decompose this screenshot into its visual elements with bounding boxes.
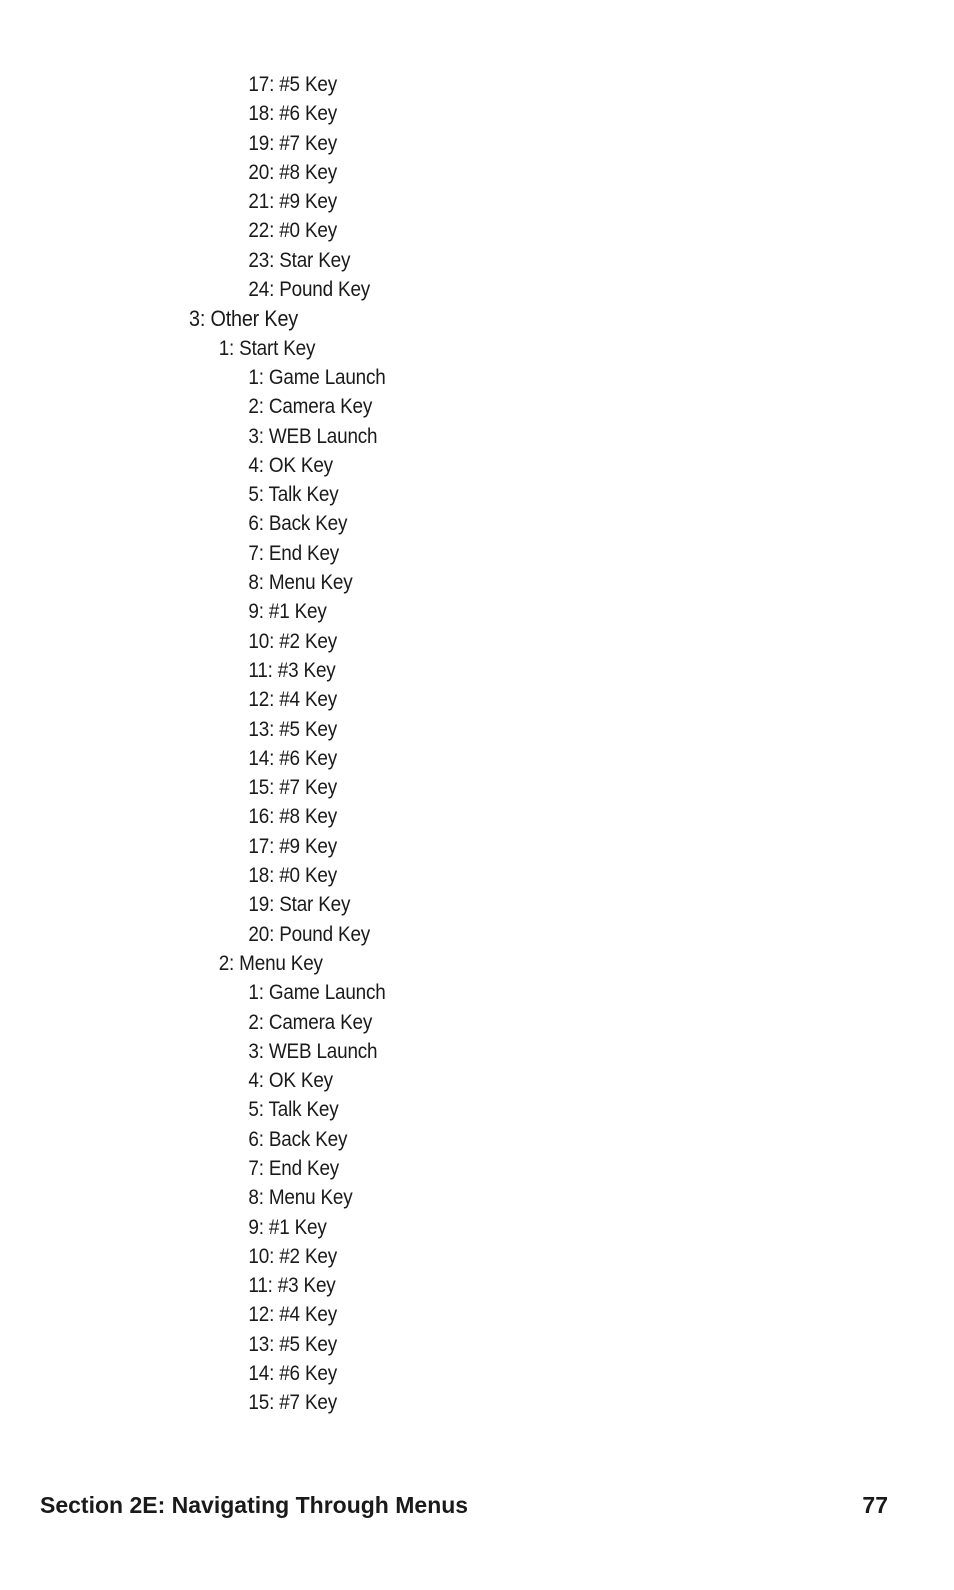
menu-item-level-3: 15: #7 Key [248, 1391, 337, 1415]
menu-item-level-3: 17: #5 Key [248, 73, 337, 96]
menu-item-level-3: 15: #7 Key [248, 776, 337, 800]
menu-item-level-3: 12: #4 Key [248, 688, 337, 712]
menu-item-level-3: 13: #5 Key [248, 1332, 337, 1356]
menu-item-level-3: 2: Camera Key [248, 395, 373, 419]
menu-item-level-3: 1: Game Launch [248, 365, 386, 389]
menu-item-level-3: 10: #2 Key [248, 1244, 337, 1268]
menu-item-level-3: 3: WEB Launch [248, 1039, 378, 1063]
menu-item-level-3: 7: End Key [248, 541, 340, 565]
menu-item-level-3: 2: Camera Key [248, 1010, 373, 1034]
menu-item-level-3: 20: Pound Key [248, 922, 371, 946]
menu-item-level-3: 18: #6 Key [248, 102, 337, 126]
menu-item-level-3: 22: #0 Key [248, 219, 337, 243]
menu-item-level-3: 18: #0 Key [248, 864, 337, 888]
menu-item-level-3: 17: #9 Key [248, 834, 337, 858]
page-footer [40, 1492, 888, 1519]
menu-item-level-3: 20: #8 Key [248, 160, 337, 184]
menu-item-level-3: 24: Pound Key [248, 278, 371, 302]
menu-item-level-3: 6: Back Key [248, 1127, 348, 1151]
menu-item-level-3: 8: Menu Key [248, 1186, 353, 1210]
menu-item-level-3: 14: #6 Key [248, 1362, 337, 1386]
menu-item-level-3: 16: #8 Key [248, 805, 337, 829]
menu-item-level-3: 3: WEB Launch [248, 424, 378, 448]
menu-item-level-3: 13: #5 Key [248, 717, 337, 741]
menu-item-level-3: 8: Menu Key [248, 571, 353, 595]
menu-item-level-3: 14: #6 Key [248, 746, 337, 770]
menu-item-level-3: 7: End Key [248, 1156, 340, 1180]
menu-item-level-3: 5: Talk Key [248, 1098, 339, 1122]
menu-item-level-3: 4: OK Key [248, 453, 333, 477]
menu-item-level-3: 9: #1 Key [248, 1215, 327, 1239]
menu-item-level-3: 23: Star Key [248, 248, 351, 272]
menu-item-level-2: 1: Start Key [218, 336, 316, 360]
menu-item-level-3: 9: #1 Key [248, 600, 327, 624]
menu-item-level-2: 2: Menu Key [218, 951, 323, 975]
menu-item-level-3: 12: #4 Key [248, 1303, 337, 1327]
menu-item-level-1: 3: Other Key [189, 306, 298, 332]
menu-item-level-3: 19: Star Key [248, 893, 351, 917]
menu-item-level-3: 11: #3 Key [248, 658, 336, 682]
section-title: Section 2E: Navigating Through Menus [40, 1492, 469, 1518]
menu-item-level-3: 11: #3 Key [248, 1274, 336, 1298]
menu-item-level-3: 19: #7 Key [248, 131, 337, 155]
menu-item-level-3: 21: #9 Key [248, 190, 337, 214]
menu-outline [0, 70, 954, 1418]
menu-item-level-3: 10: #2 Key [248, 629, 337, 653]
menu-item-level-3: 1: Game Launch [248, 981, 386, 1005]
menu-item-level-3: 5: Talk Key [248, 483, 339, 507]
menu-item-level-3: 4: OK Key [248, 1069, 333, 1093]
menu-item-level-3: 6: Back Key [248, 512, 348, 536]
page-number: 77 [862, 1492, 888, 1518]
